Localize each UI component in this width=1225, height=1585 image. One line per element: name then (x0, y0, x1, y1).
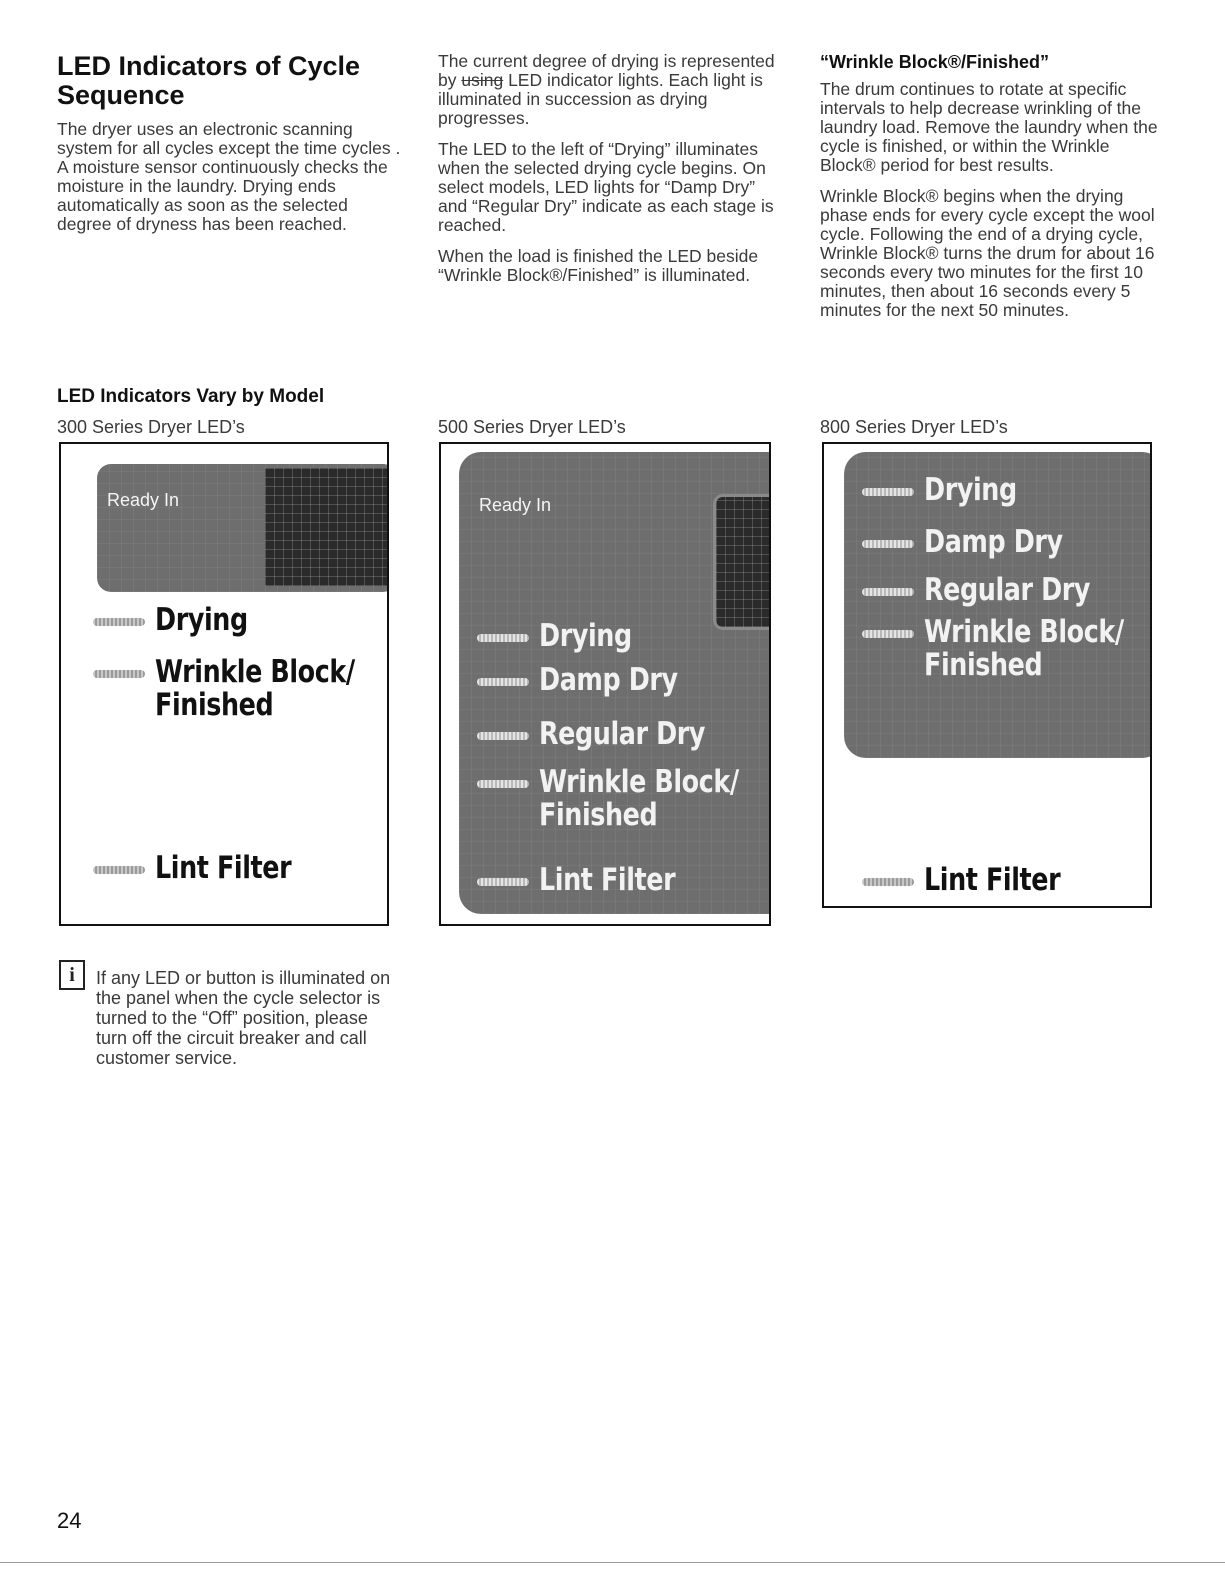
info-icon: i (59, 960, 85, 990)
digital-display (713, 494, 771, 630)
led-wrinkle-block (93, 656, 389, 722)
led-light (477, 732, 529, 740)
led-light (477, 678, 529, 686)
panel-500-series (439, 442, 771, 926)
led-lint-filter (862, 864, 1090, 897)
led-label-line: Wrinkle Block/ (155, 654, 355, 690)
led-damp-dry (862, 526, 1093, 559)
led-label-line: Finished (155, 687, 274, 723)
led-wrinkle-block (862, 616, 1152, 682)
led-light (93, 866, 145, 874)
ready-in-label: Ready In (107, 490, 180, 510)
led-damp-dry (477, 664, 708, 697)
led-light (862, 540, 914, 548)
led-finished-paragraph: When the load is finished the LED beside “Wrinkle Block®/Finished” is illuminated. (438, 246, 759, 285)
led-label: Lint Filter (155, 850, 292, 886)
column-2 (438, 52, 783, 297)
wrinkle-block-paragraph-2: Wrinkle Block® begins when the drying phase ends for every cycle except the wool cycle. Following the end of a drying cycle, Wrinkle Block® turns the drum for about 16 seconds every two minutes for the first 10 minutes, then about 16 seconds every 5 minutes for the next 50 minutes. (820, 186, 1155, 320)
led-label: Lint Filter (539, 862, 676, 898)
panel-300-series (59, 442, 389, 926)
led-lint-filter (477, 864, 705, 897)
led-label: Drying (924, 472, 1017, 508)
section-heading: LED Indicators of Cycle Sequence (57, 51, 361, 110)
led-label (924, 616, 1124, 682)
struck-word: using (461, 70, 504, 90)
led-label: Regular Dry (924, 572, 1091, 608)
caption-300: 300 Series Dryer LED’s (57, 417, 245, 437)
intro-paragraph: The dryer uses an electronic scanning system for all cycles except the time cycles . A moisture sensor continuously checks the moisture in the laundry. Drying ends automatically as soon as the selected degree of dryness has been reached. (57, 119, 401, 234)
column-1 (57, 52, 402, 246)
led-regular-dry (477, 718, 742, 751)
led-light (862, 878, 914, 886)
led-label-line: Finished (924, 647, 1043, 683)
info-note: If any LED or button is illuminated on the panel when the cycle selector is turned to the “Off” position, please turn off the circuit breaker and call customer service. (96, 968, 391, 1068)
led-light (477, 878, 529, 886)
paragraph-text: LED indicator lights. Each light is illuminated in succession as drying progresses. (438, 70, 763, 128)
led-label: Lint Filter (924, 862, 1061, 898)
led-label (539, 766, 739, 832)
led-drying (93, 604, 268, 637)
led-drying-paragraph: The LED to the left of “Drying” illuminates when the selected drying cycle begins. On select models, LED lights for “Damp Dry” and “Regular Dry” indicate as each stage is reached. (438, 139, 774, 235)
led-light (93, 670, 145, 678)
caption-800: 800 Series Dryer LED’s (820, 417, 1008, 437)
led-lint-filter (93, 852, 321, 885)
led-light (862, 588, 914, 596)
caption-500: 500 Series Dryer LED’s (438, 417, 626, 437)
led-label-line: Finished (539, 797, 658, 833)
led-light (477, 780, 529, 788)
models-heading: LED Indicators Vary by Model (57, 386, 325, 407)
page-number: 24 (57, 1508, 82, 1533)
led-label: Regular Dry (539, 716, 706, 752)
led-wrinkle-block (477, 766, 771, 832)
led-label: Drying (155, 602, 248, 638)
bottom-rule (0, 1562, 1225, 1563)
led-label: Drying (539, 618, 632, 654)
led-drying (477, 620, 652, 653)
led-label: Damp Dry (924, 524, 1063, 560)
paragraph-text: The current degree of drying is represented by (438, 51, 775, 90)
led-label (155, 656, 355, 722)
led-light (93, 618, 145, 626)
column-3 (820, 52, 1165, 332)
panel-800-series (822, 442, 1152, 908)
led-drying (862, 474, 1037, 507)
led-light (862, 488, 914, 496)
wrinkle-block-paragraph-1: The drum continues to rotate at specific intervals to help decrease wrinkling of the laundry load. Remove the laundry when the cycle is finished, or within the Wrinkle Block® period for best results. (820, 79, 1158, 175)
led-label: Damp Dry (539, 662, 678, 698)
ready-in-label: Ready In (479, 495, 552, 515)
digital-display (265, 468, 389, 586)
led-label-line: Wrinkle Block/ (924, 614, 1124, 650)
drying-degree-paragraph (438, 52, 783, 128)
led-label-line: Wrinkle Block/ (539, 764, 739, 800)
wrinkle-block-title: “Wrinkle Block®/Finished” (820, 52, 1049, 72)
led-light (477, 634, 529, 642)
led-regular-dry (862, 574, 1127, 607)
led-light (862, 630, 914, 638)
